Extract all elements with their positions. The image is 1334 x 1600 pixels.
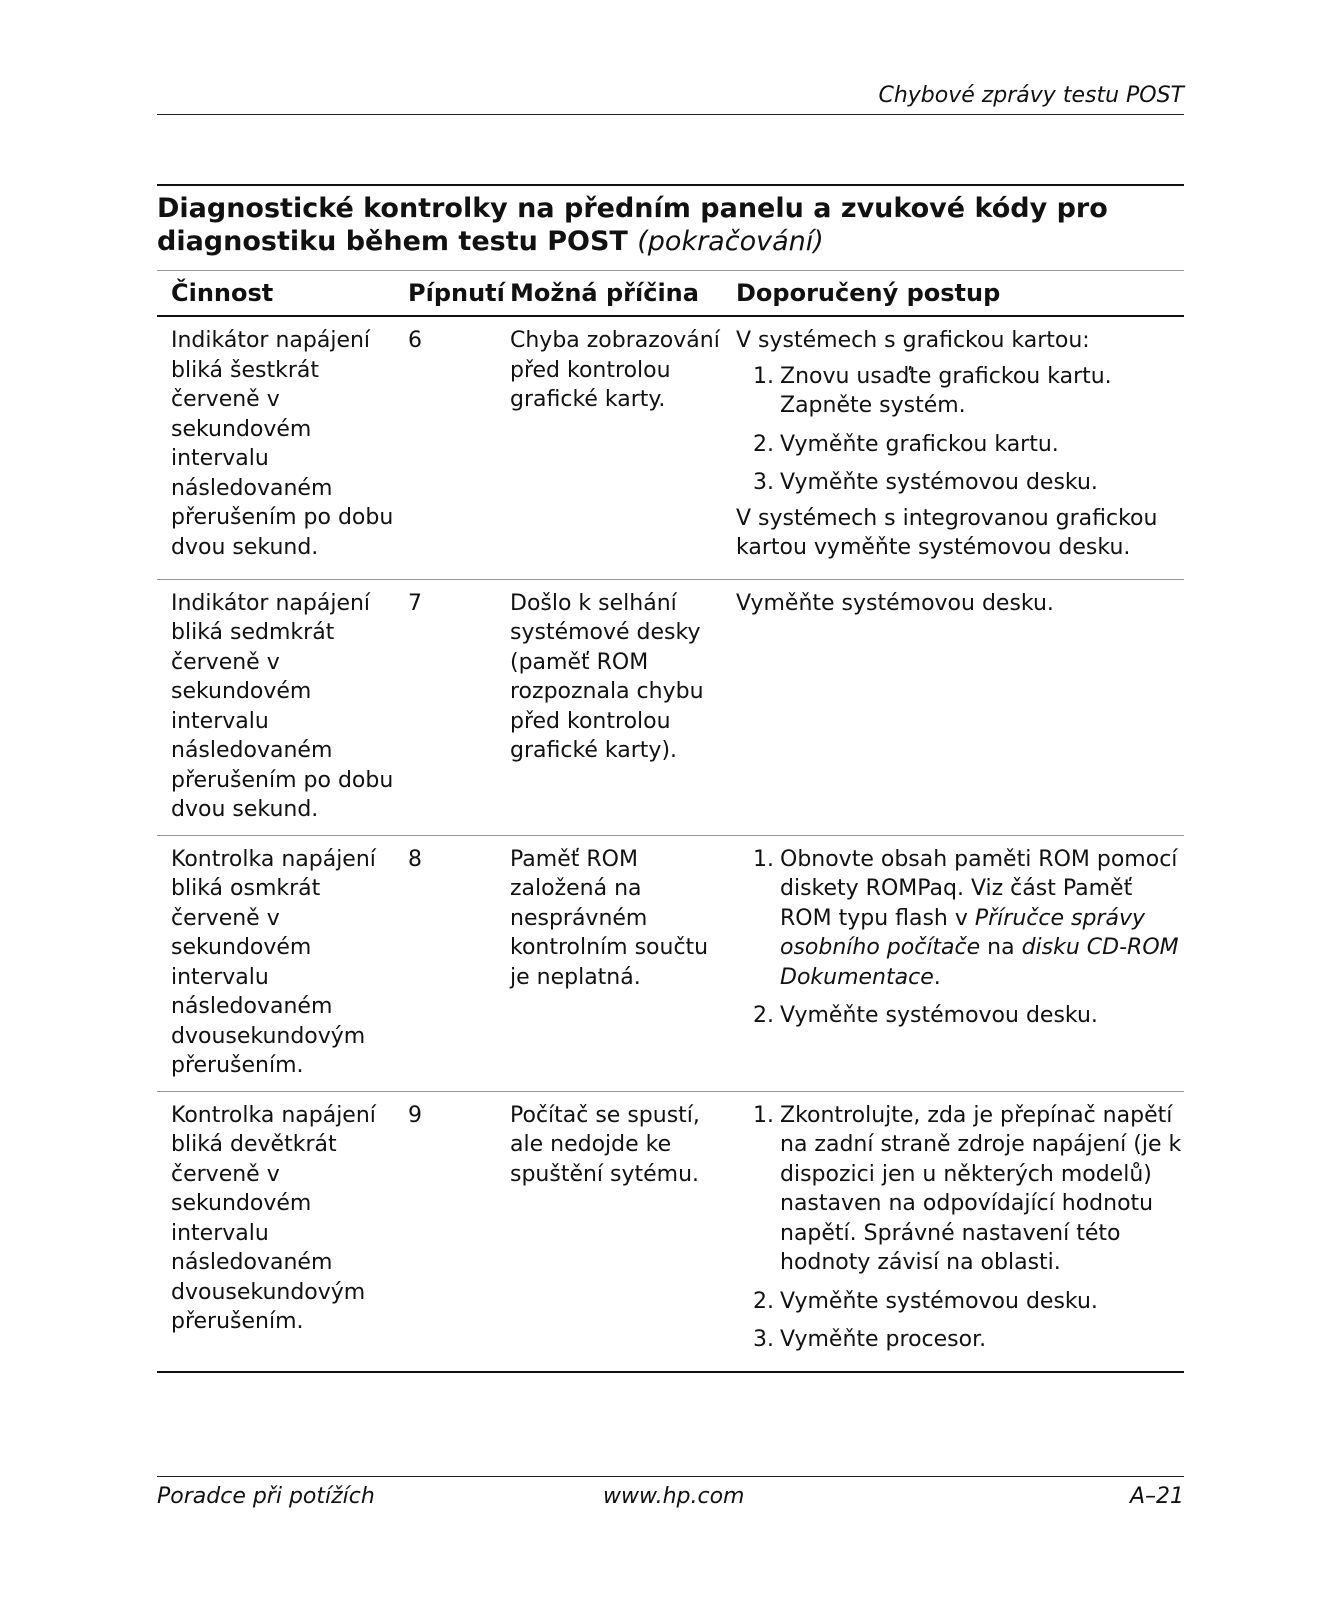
step-text-part: . [933,964,941,990]
step-list [736,1101,1184,1355]
step-text: Znovu usaďte grafickou kartu. Zapněte systém. [780,363,1112,418]
step-text-part: na [980,935,1022,960]
step-number: 2. [753,431,774,457]
step-item [736,430,1184,460]
step-text: Zkontrolujte, zda je přepínač napětí na zadní straně zdroje napájení (je k dispozici jen u některých modelů) nastaven na odpovídající hodnotu napětí. Správné nastavení této hodnoty závisí na oblasti. [780,1102,1182,1275]
step-text: Vyměňte procesor. [780,1327,987,1352]
column-header-activity: Činnost [171,279,274,307]
step-item [736,1001,1184,1031]
manual-title: Příručce správy osobního počítače [780,905,1145,960]
action-cell [734,835,1184,1091]
action-outro: V systémech s integrovanou grafickou kartou vyměňte systémovou desku. [736,505,1158,560]
activity-cell: Indikátor napájení bliká sedmkrát červeně v sekundovém intervalu následovaném přerušením po dobu dvou sekund. [171,590,394,822]
column-header-cause: Možná příčina [510,279,699,307]
running-head: Chybové zprávy testu POST [878,83,1184,108]
step-text [780,845,1184,993]
table-title-continuation: (pokračování) [637,226,824,257]
table-header-row [157,271,1184,317]
main-content [157,184,1184,1373]
header-rule [157,114,1184,115]
step-text: Vyměňte systémovou desku. [780,470,1098,495]
step-item [736,1287,1184,1317]
page-number: A–21 [1129,1484,1184,1509]
cause-cell: Paměť ROM založená na nesprávném kontrolním součtu je neplatná. [510,846,709,990]
step-item [736,1101,1184,1278]
cause-cell: Došlo k selhání systémové desky (paměť ROM rozpoznala chybu před kontrolou grafické karty). [510,590,704,763]
step-item [736,1325,1184,1355]
step-text: Vyměňte grafickou kartu. [780,431,1059,457]
disc-title: disku CD-ROM Dokumentace [780,935,1179,990]
beeps-cell: 9 [408,1102,422,1128]
step-item [736,362,1184,421]
step-text: Vyměňte systémovou desku. [780,1288,1098,1314]
activity-cell: Kontrolka napájení bliká devětkrát červeně v sekundovém intervalu následovaném dvousekundovým přerušením. [171,1102,376,1334]
table-row [157,316,1184,579]
step-item [736,468,1184,498]
step-number: 1. [753,363,774,389]
step-list [736,362,1184,498]
action-cell [734,579,1184,835]
step-number: 3. [753,1327,774,1352]
cause-cell: Počítač se spustí, ale nedojde ke spuštění sytému. [510,1102,700,1187]
action-cell [734,316,1184,579]
step-text-part: Obnovte obsah paměti ROM pomocí diskety ROMPaq. Viz část Paměť ROM typu flash v [780,846,1178,931]
beeps-cell: 8 [408,846,422,872]
diagnostic-table [157,270,1184,1373]
beeps-cell: 7 [408,590,422,616]
table-title [157,184,1184,258]
table-title-text: Diagnostické kontrolky na předním panelu a zvukové kódy pro diagnostiku během testu POST [157,193,1108,257]
step-number: 2. [753,1288,774,1314]
step-number: 2. [753,1003,774,1028]
action-cell [734,1091,1184,1372]
column-header-beeps: Pípnutí [408,279,505,307]
footer-rule [157,1476,1184,1477]
step-number: 1. [753,846,774,872]
beeps-cell: 6 [408,328,422,353]
activity-cell: Indikátor napájení bliká šestkrát červeně v sekundovém intervalu následovaném přerušením po dobu dvou sekund. [171,328,394,560]
table-row [157,579,1184,835]
table-row [157,1091,1184,1372]
footer-chapter: Poradce při potížích [157,1484,375,1509]
action-intro: Vyměňte systémovou desku. [736,590,1054,616]
cause-cell: Chyba zobrazování před kontrolou grafické karty. [510,328,720,412]
step-item [736,845,1184,993]
action-intro: V systémech s grafickou kartou: [736,328,1090,353]
column-header-action: Doporučený postup [736,279,1001,307]
step-text: Vyměňte systémovou desku. [780,1003,1098,1028]
step-number: 1. [753,1102,774,1128]
footer-url: www.hp.com [603,1484,745,1509]
step-list [736,845,1184,1031]
activity-cell: Kontrolka napájení bliká osmkrát červeně v sekundovém intervalu následovaném dvousekundovým přerušením. [171,846,376,1078]
table-row [157,835,1184,1091]
step-number: 3. [753,470,774,495]
